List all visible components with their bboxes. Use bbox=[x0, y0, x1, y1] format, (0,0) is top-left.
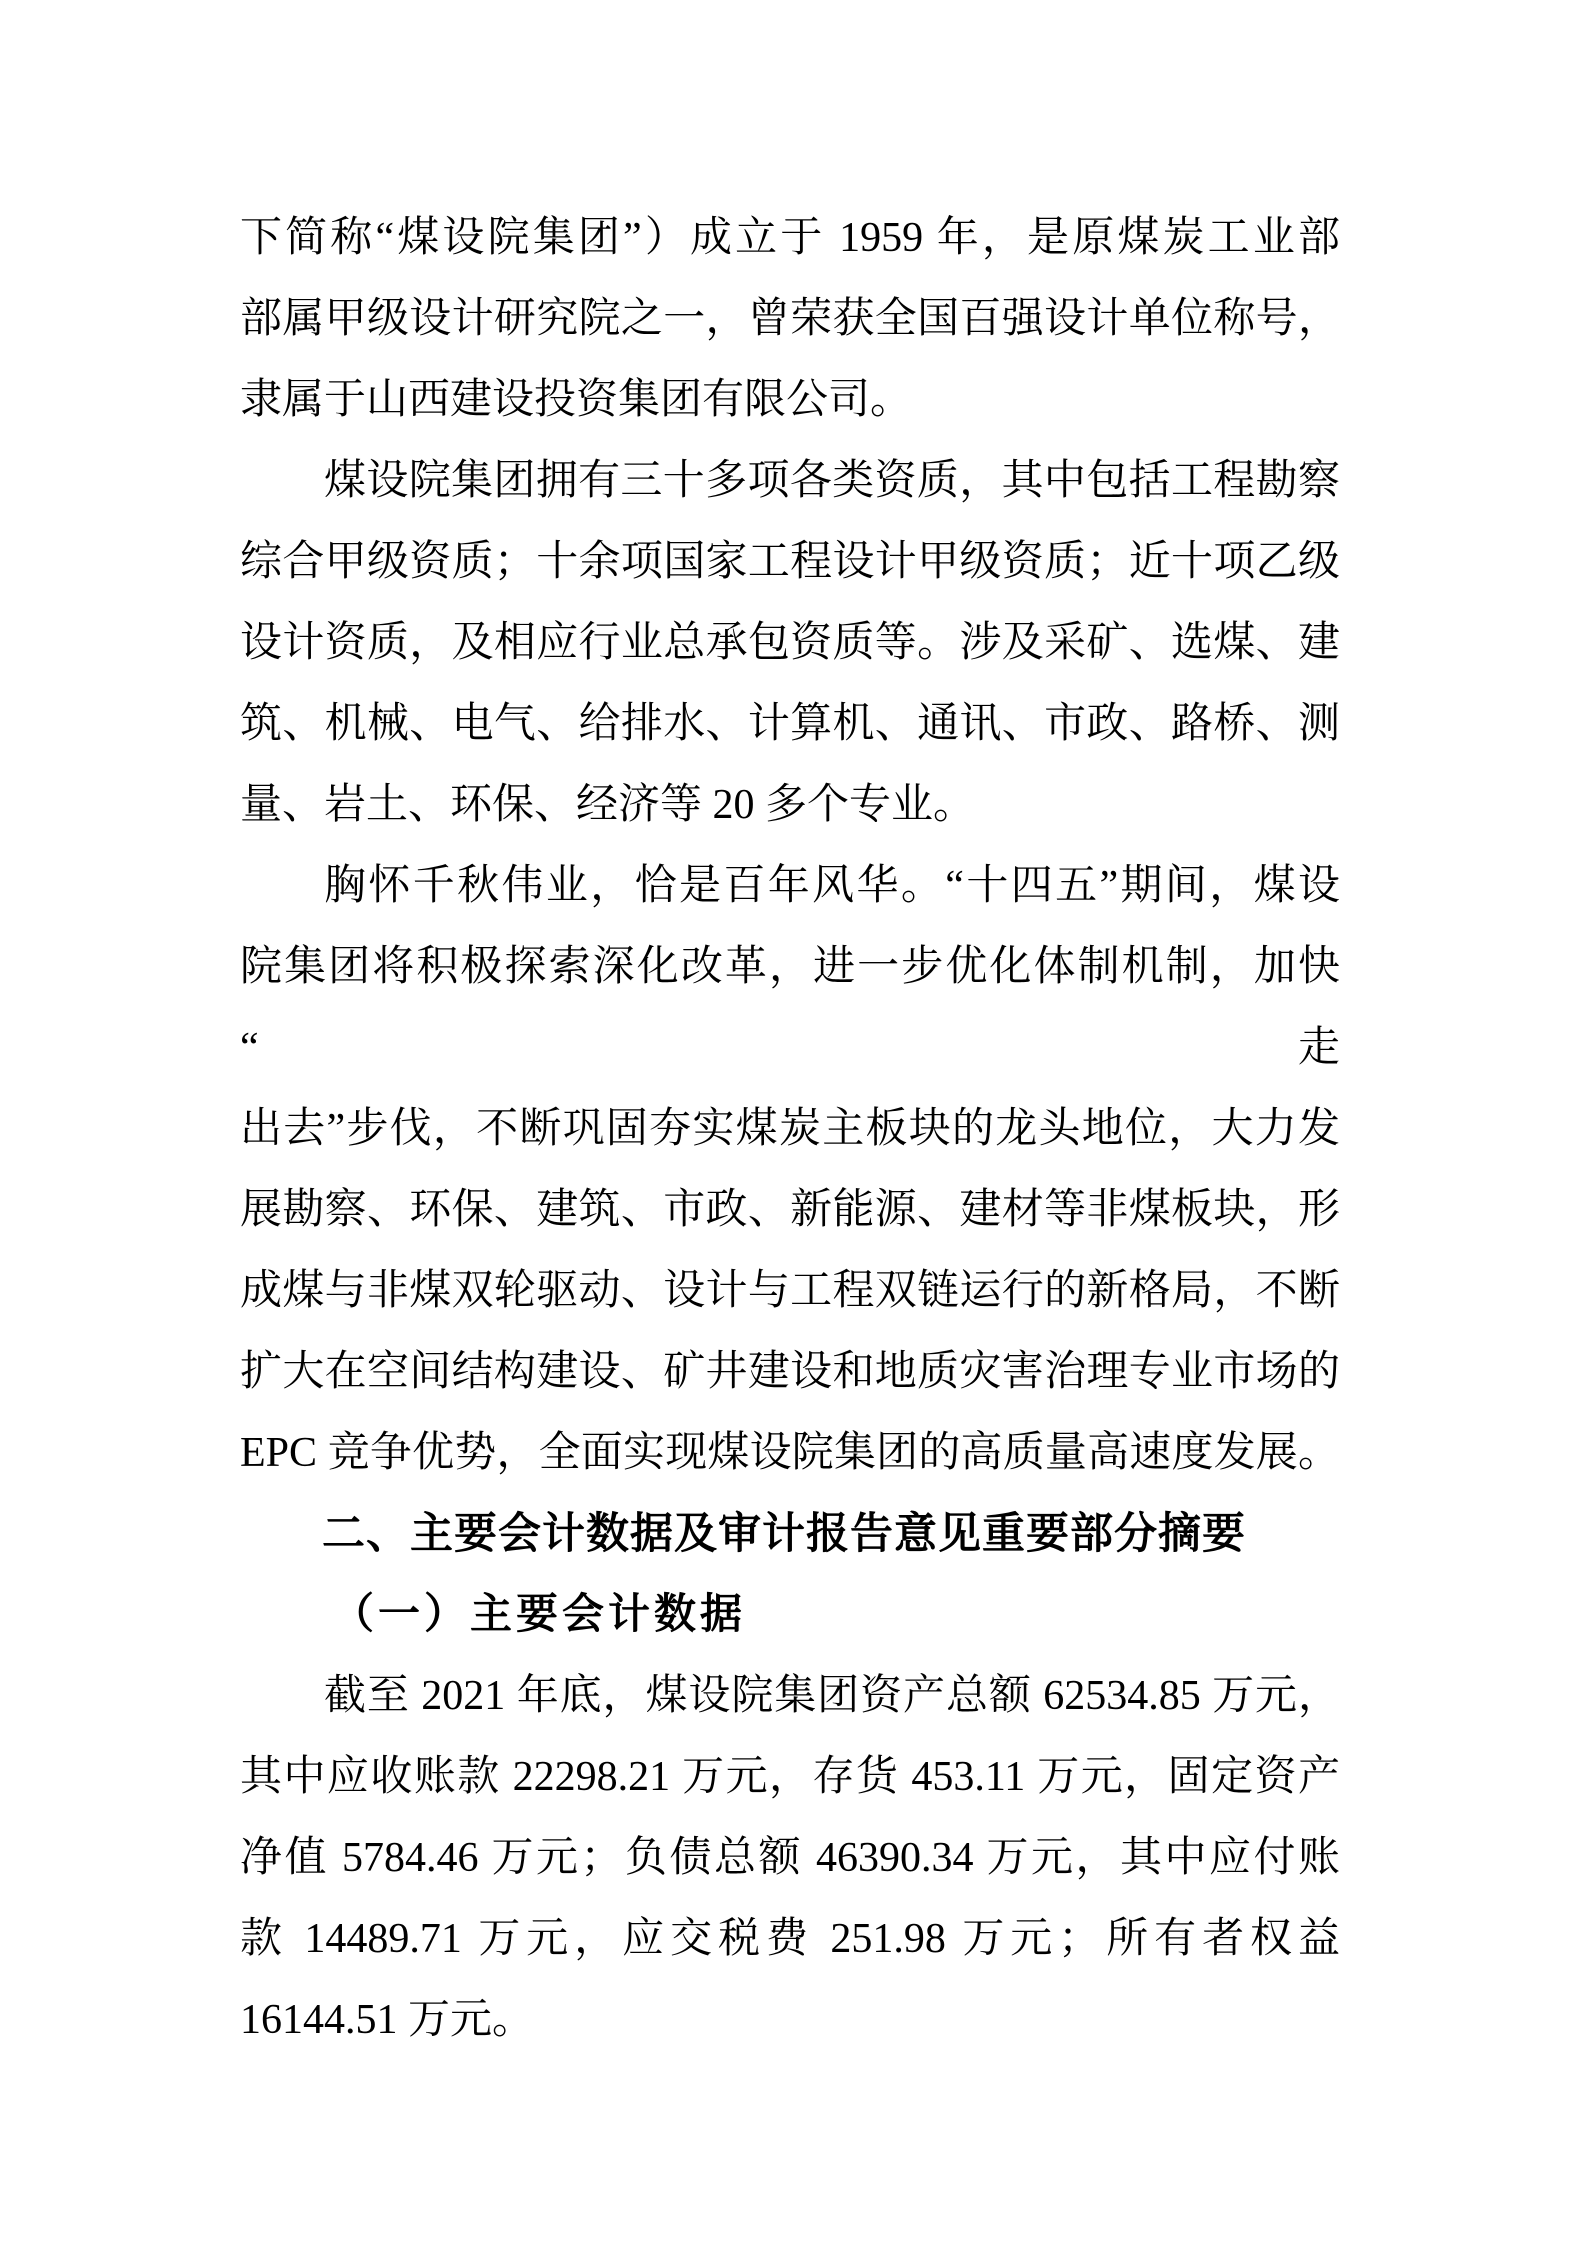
p2-line-5: 量、岩土、环保、经济等 20 多个专业。 bbox=[240, 782, 976, 828]
p3-line-3: 出去”步伐，不断巩固夯实煤炭主板块的龙头地位，大力发 bbox=[240, 1106, 1340, 1152]
p3-line-2: 院集团将积极探索深化改革，进一步优化体制机制，加快“走 bbox=[240, 944, 1340, 1071]
p3-line-6: 扩大在空间结构建设、矿井建设和地质灾害治理专业市场的 bbox=[240, 1349, 1340, 1395]
p2-line-1: 煤设院集团拥有三十多项各类资质，其中包括工程勘察 bbox=[324, 458, 1340, 504]
p1-line-1: 下简称“煤设院集团”）成立于 1959 年，是原煤炭工业部 bbox=[240, 215, 1340, 261]
p4-line-5: 16144.51 万元。 bbox=[240, 1997, 535, 2043]
p2-line-4: 筑、机械、电气、给排水、计算机、通讯、市政、路桥、测 bbox=[240, 701, 1340, 747]
p2-line-3: 设计资质，及相应行业总承包资质等。涉及采矿、选煤、建 bbox=[240, 620, 1340, 666]
p2-line-2: 综合甲级资质；十余项国家工程设计甲级资质；近十项乙级 bbox=[240, 539, 1340, 585]
p4-line-1: 截至 2021 年底，煤设院集团资产总额 62534.85 万元， bbox=[324, 1673, 1340, 1719]
page-content bbox=[240, 198, 1340, 2061]
section-heading: 二、主要会计数据及审计报告意见重要部分摘要 bbox=[322, 1510, 1246, 1558]
p3-line-5: 成煤与非煤双轮驱动、设计与工程双链运行的新格局，不断 bbox=[240, 1268, 1340, 1314]
p4-line-2: 其中应收账款 22298.21 万元，存货 453.11 万元，固定资产 bbox=[240, 1754, 1340, 1800]
p1-line-2: 部属甲级设计研究院之一，曾荣获全国百强设计单位称号， bbox=[240, 296, 1340, 342]
p4-line-3: 净值 5784.46 万元；负债总额 46390.34 万元，其中应付账 bbox=[240, 1835, 1340, 1881]
p1-line-3: 隶属于山西建设投资集团有限公司。 bbox=[240, 377, 913, 423]
p3-line-1: 胸怀千秋伟业，恰是百年风华。“十四五”期间，煤设 bbox=[324, 863, 1340, 909]
p4-line-4: 款 14489.71 万元，应交税费 251.98 万元；所有者权益 bbox=[240, 1916, 1340, 1962]
p3-line-7: EPC 竞争优势，全面实现煤设院集团的高质量高速度发展。 bbox=[240, 1430, 1340, 1476]
subsection-heading: （一）主要会计数据 bbox=[332, 1592, 747, 1638]
p3-line-4: 展勘察、环保、建筑、市政、新能源、建材等非煤板块，形 bbox=[240, 1187, 1340, 1233]
